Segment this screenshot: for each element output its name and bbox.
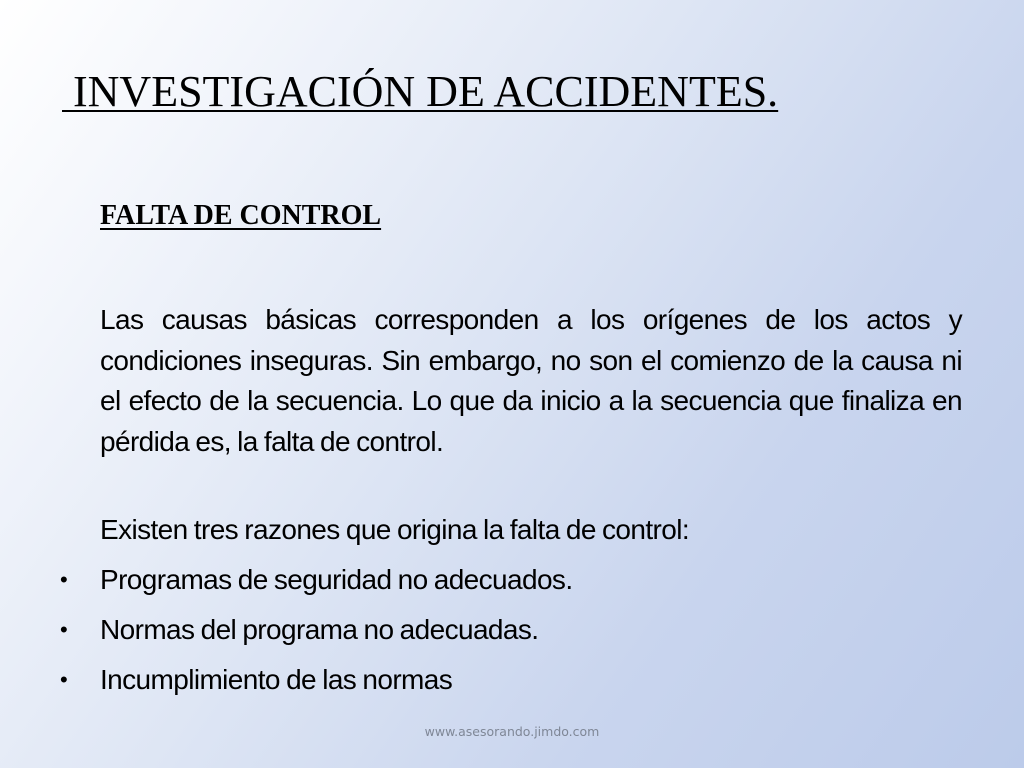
- bullet-marker: •: [60, 667, 68, 692]
- bullet-item: [0, 560, 1024, 610]
- reasons-bullet-list: [0, 560, 1024, 710]
- slide-subtitle: FALTA DE CONTROL: [100, 200, 382, 231]
- bullet-item: [0, 660, 1024, 710]
- bullet-marker: •: [60, 567, 68, 592]
- body-paragraph-causes: Las causas básicas corresponden a los orígenes de los actos y condiciones inseguras. Sin embargo, no son el comienzo de la causa ni el efecto de la secuencia. Lo que da inicio a la secuencia que finaliza en pérdida es, la falta de control.: [100, 304, 962, 457]
- bullet-text: Normas del programa no adecuadas.: [100, 614, 539, 645]
- footer-website: www.asesorando.jimdo.com: [424, 724, 600, 739]
- bullet-text: Incumplimiento de las normas: [100, 664, 453, 695]
- bullet-text: Programas de seguridad no adecuados.: [100, 564, 573, 595]
- body-paragraph-reasons-intro: Existen tres razones que origina la falta de control:: [100, 514, 689, 545]
- slide-title: INVESTIGACIÓN DE ACCIDENTES.: [62, 67, 779, 116]
- bullet-marker: •: [60, 617, 68, 642]
- bullet-item: [0, 610, 1024, 660]
